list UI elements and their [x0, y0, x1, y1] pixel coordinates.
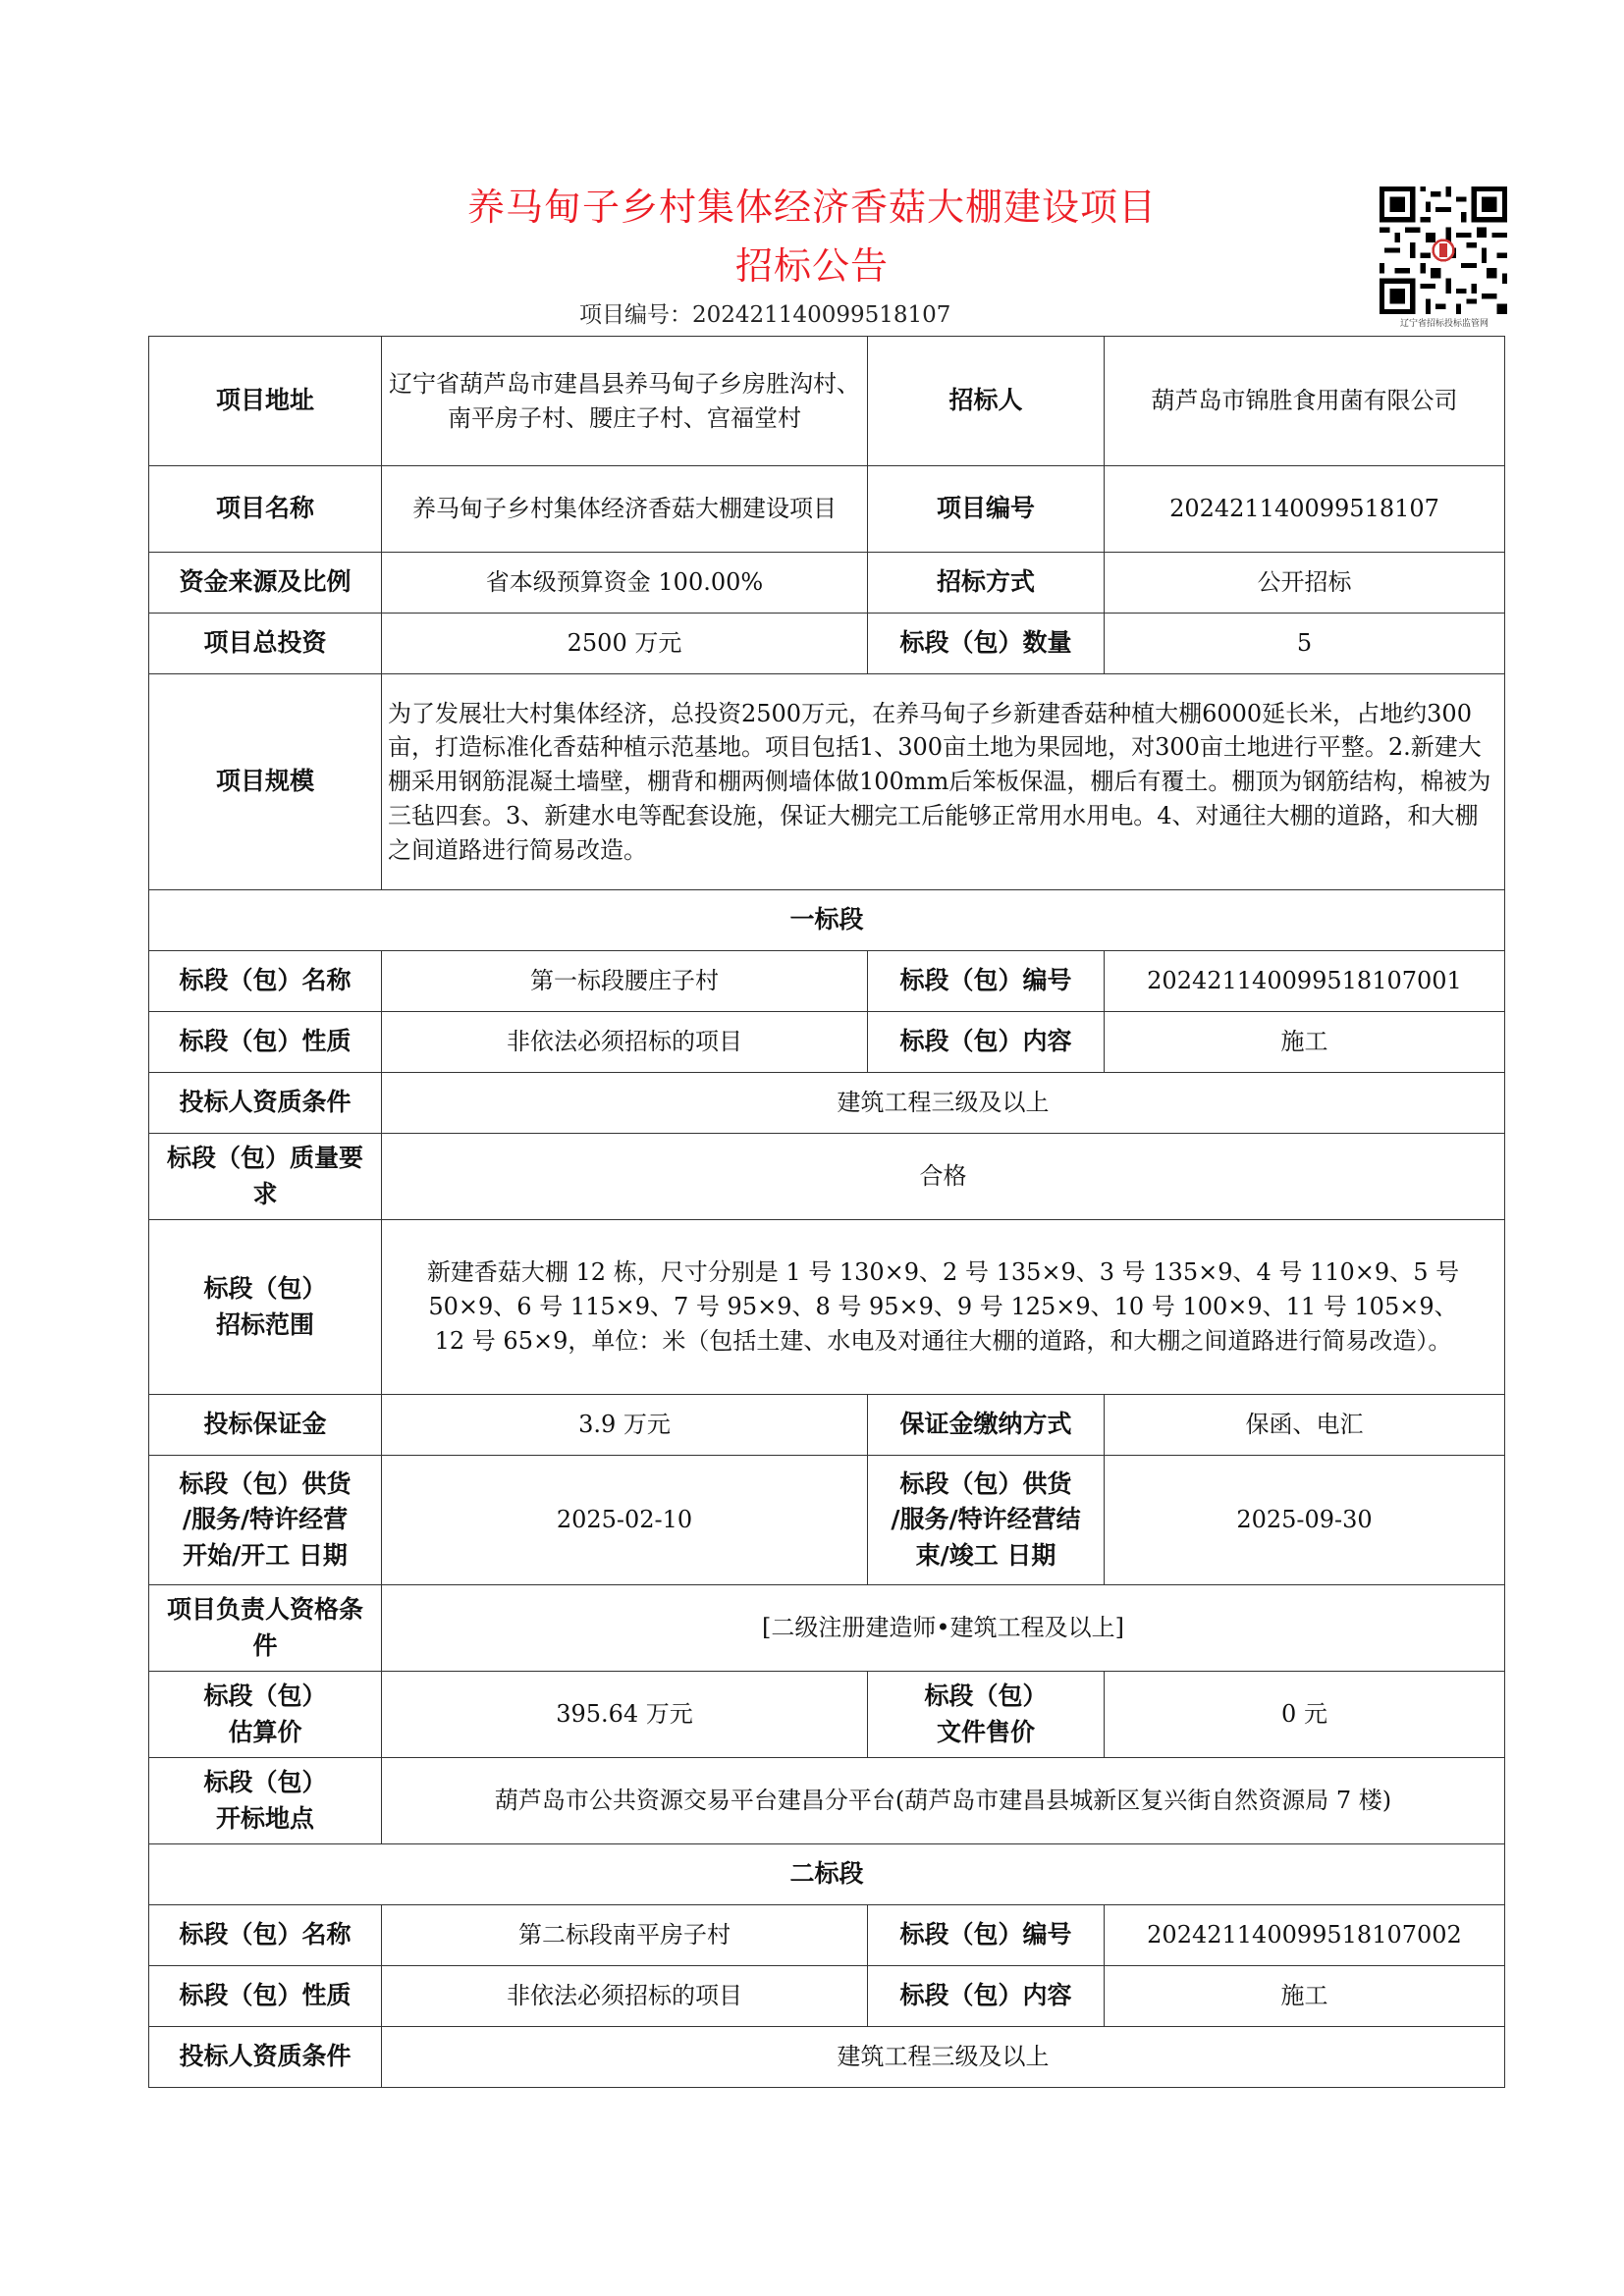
label-deposit: 投标保证金: [149, 1395, 382, 1456]
lot2-section-row: [149, 1844, 1505, 1905]
project-number-line: 项目编号：202421140099518107: [579, 302, 951, 328]
label-start-date: [149, 1456, 382, 1585]
lot1-deposit-method: 保函、电汇: [1105, 1395, 1505, 1456]
label-end-line1: 标段（包）供货: [899, 1469, 1072, 1499]
label-project-name: 项目名称: [149, 466, 382, 553]
value-address: 辽宁省葫芦岛市建昌县养马甸子乡房胜沟村、南平房子村、腰庄子村、宫福堂村: [382, 337, 868, 466]
value-investment: 2500 万元: [382, 614, 868, 674]
lot1-start-date: 2025-02-10: [382, 1456, 868, 1585]
lot1-manager: [二级注册建造师•建筑工程及以上]: [382, 1585, 1505, 1672]
label-scope-line2: 招标范围: [215, 1309, 314, 1339]
lot1-venue: 葫芦岛市公共资源交易平台建昌分平台(葫芦岛市建昌县城新区复兴街自然资源局 7 楼): [382, 1758, 1505, 1844]
lot1-row-name: [149, 951, 1505, 1012]
label-estimate-line2: 估算价: [228, 1717, 302, 1746]
row-investment: [149, 614, 1505, 674]
lot1-name: 第一标段腰庄子村: [382, 951, 868, 1012]
label-lot2-name: 标段（包）名称: [149, 1905, 382, 1966]
label-end-line3: 束/竣工 日期: [915, 1540, 1056, 1570]
lot1-qualification: 建筑工程三级及以上: [382, 1073, 1505, 1134]
label-fee: [868, 1672, 1105, 1758]
label-lot2-nature: 标段（包）性质: [149, 1966, 382, 2027]
label-lot2-qualification: 投标人资质条件: [149, 2027, 382, 2088]
lot1-row-dates: [149, 1456, 1505, 1585]
value-project-name: 养马甸子乡村集体经济香菇大棚建设项目: [382, 466, 868, 553]
label-lot-count: 标段（包）数量: [868, 614, 1105, 674]
label-scope: [149, 1220, 382, 1395]
lot1-estimate: 395.64 万元: [382, 1672, 868, 1758]
label-end-date: [868, 1456, 1105, 1585]
label-investment: 项目总投资: [149, 614, 382, 674]
label-start-line3: 开始/开工 日期: [183, 1540, 348, 1570]
label-lot-no: 标段（包）编号: [868, 951, 1105, 1012]
label-lot2-no: 标段（包）编号: [868, 1905, 1105, 1966]
label-estimate-line1: 标段（包）: [203, 1682, 327, 1711]
label-start-line1: 标段（包）供货: [179, 1469, 352, 1499]
lot1-scope: 新建香菇大棚 12 栋，尺寸分别是 1 号 130×9、2 号 135×9、3 号 135×9、4 号 110×9、5 号 50×9、6 号 115×9、7 号 95×9、8 号 95×9、9 号 125×9、10 号 100×9、11 号 105×9、12 号 65×9，单位：米（包括土建、水电及对通往大棚的道路，和大棚之间道路进行简易改造）。: [382, 1220, 1505, 1395]
label-lot-name: 标段（包）名称: [149, 951, 382, 1012]
row-address: [149, 337, 1505, 466]
lot1-row-qualification: [149, 1073, 1505, 1134]
lot1-section-row: [149, 890, 1505, 951]
value-project-no: 202421140099518107: [1105, 466, 1505, 553]
label-fee-line1: 标段（包）: [924, 1682, 1048, 1711]
document-subtitle: 招标公告: [734, 244, 889, 288]
lot2-content: 施工: [1105, 1966, 1505, 2027]
label-fee-line2: 文件售价: [936, 1717, 1035, 1746]
value-scale: 为了发展壮大村集体经济，总投资2500万元，在养马甸子乡新建香菇种植大棚6000延长米，占地约300亩，打造标准化香菇种植示范基地。项目包括1、300亩土地为果园地，对300亩土地进行平整。2.新建大棚采用钢筋混凝土墙壁，棚背和棚两侧墙体做100mm后笨板保温，棚后有覆土。棚顶为钢筋结构，棉被为三毡四套。3、新建水电等配套设施，保证大棚完工后能够正常用水用电。4、对通往大棚的道路，和大棚之间道路进行简易改造。: [382, 674, 1505, 890]
label-venue-line2: 开标地点: [215, 1803, 314, 1833]
lot1-end-date: 2025-09-30: [1105, 1456, 1505, 1585]
label-start-line2: /服务/特许经营: [182, 1505, 349, 1534]
label-venue-line1: 标段（包）: [203, 1768, 327, 1797]
qr-caption: 辽宁省招标投标监管网: [1399, 319, 1489, 329]
lot2-section-title: 二标段: [149, 1844, 1505, 1905]
row-fund: [149, 553, 1505, 614]
label-address: 项目地址: [149, 337, 382, 466]
label-lot-content: 标段（包）内容: [868, 1012, 1105, 1073]
lot1-row-venue: [149, 1758, 1505, 1844]
lot1-fee: 0 元: [1105, 1672, 1505, 1758]
value-fund: 省本级预算资金 100.00%: [382, 553, 868, 614]
tender-table: [148, 336, 1505, 2088]
lot1-row-scope: [149, 1220, 1505, 1395]
label-quality: 标段（包）质量要求: [149, 1134, 382, 1220]
lot1-content: 施工: [1105, 1012, 1505, 1073]
label-end-line2: /服务/特许经营结: [891, 1505, 1081, 1534]
value-tenderer: 葫芦岛市锦胜食用菌有限公司: [1105, 337, 1505, 466]
lot1-nature: 非依法必须招标的项目: [382, 1012, 868, 1073]
label-qualification: 投标人资质条件: [149, 1073, 382, 1134]
lot2-nature: 非依法必须招标的项目: [382, 1966, 868, 2027]
lot1-row-quality: [149, 1134, 1505, 1220]
lot1-no: 202421140099518107001: [1105, 951, 1505, 1012]
lot2-name: 第二标段南平房子村: [382, 1905, 868, 1966]
lot1-section-title: 一标段: [149, 890, 1505, 951]
row-scale: [149, 674, 1505, 890]
document-title: 养马甸子乡村集体经济香菇大棚建设项目: [466, 186, 1157, 229]
label-project-no: 项目编号: [868, 466, 1105, 553]
lot1-quality: 合格: [382, 1134, 1505, 1220]
lot2-no: 202421140099518107002: [1105, 1905, 1505, 1966]
lot2-row-qualification: [149, 2027, 1505, 2088]
lot2-qualification: 建筑工程三级及以上: [382, 2027, 1505, 2088]
lot1-row-nature: [149, 1012, 1505, 1073]
lot2-row-name: [149, 1905, 1505, 1966]
label-scale: 项目规模: [149, 674, 382, 890]
lot1-row-manager: [149, 1585, 1505, 1672]
lot2-row-nature: [149, 1966, 1505, 2027]
label-deposit-method: 保证金缴纳方式: [868, 1395, 1105, 1456]
row-project-name: [149, 466, 1505, 553]
value-method: 公开招标: [1105, 553, 1505, 614]
label-scope-line1: 标段（包）: [203, 1274, 327, 1304]
qr-code-icon: [1380, 187, 1507, 314]
label-estimate: [149, 1672, 382, 1758]
lot1-deposit: 3.9 万元: [382, 1395, 868, 1456]
label-venue: [149, 1758, 382, 1844]
lot1-row-deposit: [149, 1395, 1505, 1456]
lot1-row-price: [149, 1672, 1505, 1758]
label-manager: 项目负责人资格条件: [149, 1585, 382, 1672]
value-lot-count: 5: [1105, 614, 1505, 674]
label-tenderer: 招标人: [868, 337, 1105, 466]
label-lot2-content: 标段（包）内容: [868, 1966, 1105, 2027]
label-fund: 资金来源及比例: [149, 553, 382, 614]
label-lot-nature: 标段（包）性质: [149, 1012, 382, 1073]
label-method: 招标方式: [868, 553, 1105, 614]
